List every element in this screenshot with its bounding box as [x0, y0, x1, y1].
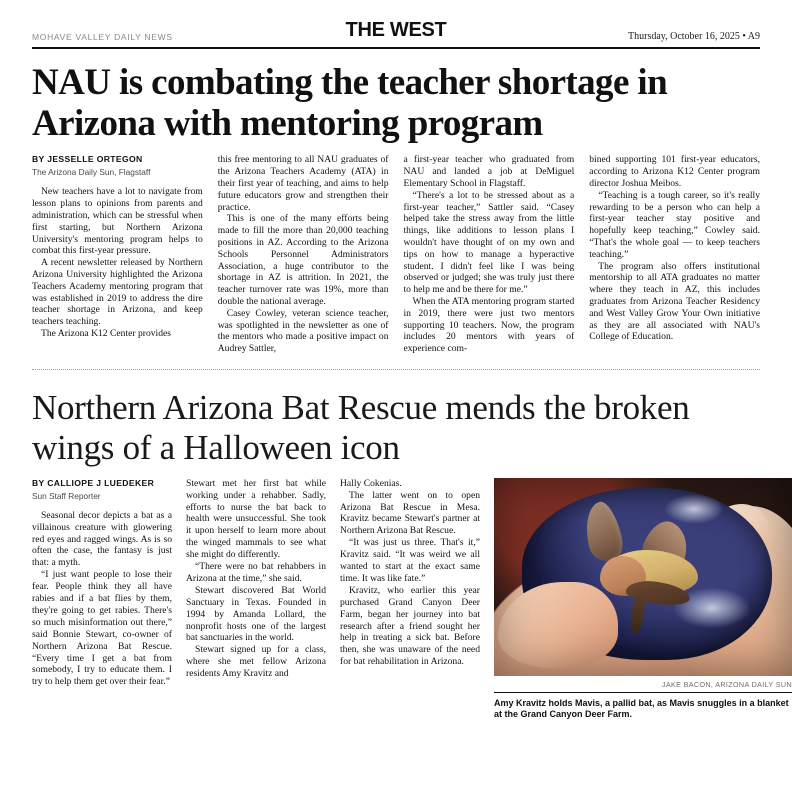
paragraph: New teachers have a lot to navigate from lesson plans to opinions from parents and administration, which can be stressful when first starting, but Northern Arizona University's mentoring program helps to combat this first-year pressure. — [32, 186, 203, 257]
article2-byline-name: BY CALLIOPE J LUEDEKER — [32, 477, 155, 488]
paragraph: Stewart discovered Bat World Sanctuary in Texas. Founded in 1994 by Amanda Lollard, the nonprofit hosts one of the largest bat sanctuaries in the world. — [186, 584, 326, 644]
article1-column-4 — [589, 154, 760, 355]
article2-byline-org: Sun Staff Reporter — [32, 490, 101, 501]
paragraph: The latter went on to open Arizona Bat Rescue in Mesa. Kravitz became Stewart's partner at Northern Arizona Bat Rescue. — [340, 489, 480, 537]
paragraph: This is one of the many efforts being made to fill the more than 20,000 teaching positions in AZ. According to the Arizona Schools Personnel Administrators Association, a huge contributor to the shortage in AZ is attrition. In 2021, the teacher turnover rate was 19%, more than double the national average. — [217, 213, 389, 307]
article2-photo-block — [494, 478, 792, 721]
article1-column-3 — [404, 154, 575, 355]
caption-divider — [494, 692, 792, 693]
paragraph: bined supporting 101 first-year educators, according to Arizona K12 Center program director Joshua Meibos. — [589, 154, 760, 189]
article-teacher-shortage — [32, 63, 760, 355]
bat-photo — [494, 478, 792, 676]
paragraph: “I just want people to lose their fear. People think they all have rabies and if a bat flies by them, they're going to get rabies. There's so much misinformation out there,” said Bonnie Stewart, co-owner of Northern Arizona Bat Rescue. “Every time I get a bat from somebody, I try to educate them. I try to help them get over their fear.” — [32, 569, 172, 688]
paragraph: When the ATA mentoring program started in 2019, there were just two mentors supporting 10 teachers. Now, the program includes 20 mentors with years of experience com- — [403, 295, 575, 355]
masthead-divider — [32, 47, 760, 49]
paragraph: Casey Cowley, veteran science teacher, was spotlighted in the newsletter as one of the mentors who made a positive impact on Audrey Sattler, — [217, 307, 389, 355]
paragraph: Stewart met her first bat while working under a rehabber. Sadly, efforts to nurse the bat back to health were unsuccessful. She took it upon herself to learn more about the winged mammals to see what she might do differently. — [186, 477, 326, 561]
paragraph: “There were no bat rehabbers in Arizona at the time,” she said. — [186, 561, 326, 584]
article2-column-1 — [32, 478, 172, 721]
article2-columns — [32, 477, 792, 721]
article1-byline-org: The Arizona Daily Sun, Flagstaff — [32, 167, 151, 178]
section-title: THE WEST — [345, 19, 447, 41]
article1-column-2 — [218, 154, 389, 355]
paragraph: The program also offers institutional mentorship to all ATA graduates no matter where they teach in AZ, this includes graduates from Arizona Teacher Residency and West Valley Grow Your Own initiative as they are all associated with NAU's College of Education. — [589, 260, 760, 343]
article1-headline: NAU is combating the teacher shortage in Arizona with mentoring program — [32, 62, 668, 144]
article1-columns — [32, 154, 760, 355]
photo-vignette — [494, 478, 792, 676]
photo-caption: Amy Kravitz holds Mavis, a pallid bat, as Mavis snuggles in a blanket at the Grand Canyon Deer Farm. — [494, 697, 789, 720]
paragraph: this free mentoring to all NAU graduates of the Arizona Teachers Academy (ATA) in their first year of teaching, and aims to help future educators grow and strengthen their practice. — [217, 154, 389, 213]
paragraph: “It was just us three. That's it,” Kravitz said. “It was weird we all wanted to start at the exact same time. It was like fate.” — [340, 537, 480, 584]
paragraph: The Arizona K12 Center provides — [41, 327, 172, 339]
paragraph: Stewart signed up for a class, where she met fellow Arizona residents Amy Kravitz and — [186, 644, 326, 680]
article1-column-1 — [32, 154, 203, 355]
issue-dateline: Thursday, October 16, 2025 • A9 — [628, 31, 760, 42]
paragraph: Hally Cokenias. — [340, 477, 402, 489]
paragraph: “There's a lot to be stressed about as a first-year teacher,” Sattler said. “Casey helped take the stress away from the little things, like additions to lesson plans I wouldn't have thought of on my own and tips on how to manage a hyperactive student. I didn't feel like I was being observed or judged; she was truly just there to help me and be there for me.” — [403, 189, 575, 296]
photo-credit: JAKE BACON, ARIZONA DAILY SUN — [661, 679, 792, 689]
publication-name: MOHAVE VALLEY DAILY NEWS — [32, 32, 173, 42]
article-separator — [32, 369, 760, 370]
article-bat-rescue — [32, 387, 792, 721]
masthead — [32, 0, 760, 42]
article2-column-3 — [340, 478, 480, 721]
paragraph: “Teaching is a tough career, so it's really rewarding to be a person who can help a first-year teacher stay positive and hopefully keep teaching,” Cowley said. “That's the whole goal — to keep teachers teaching.” — [589, 189, 760, 260]
article1-byline-name: BY JESSELLE ORTEGON — [32, 154, 143, 165]
paragraph: a first-year teacher who graduated from NAU and landed a job at DeMiguel Elementary School in Flagstaff. — [403, 154, 575, 189]
paragraph: A recent newsletter released by Northern Arizona University highlighted the Arizona Teachers Academy mentoring program that was established in 2019 to address the dire teacher shortage in Arizona, and keep teachers teaching. — [32, 257, 203, 328]
article2-column-2 — [186, 478, 326, 721]
paragraph: Kravitz, who earlier this year purchased Grand Canyon Deer Farm, began her journey into bat research after a friend sought her help in treating a sick bat. Before then, she was unaware of the need for bat rehabilitation in Arizona. — [340, 584, 480, 668]
paragraph: Seasonal decor depicts a bat as a villainous creature with glowering red eyes and ragged wings. As is so often the case, the fantasy is just that: a myth. — [32, 509, 172, 569]
article2-headline: Northern Arizona Bat Rescue mends the broken wings of a Halloween icon — [32, 387, 690, 467]
